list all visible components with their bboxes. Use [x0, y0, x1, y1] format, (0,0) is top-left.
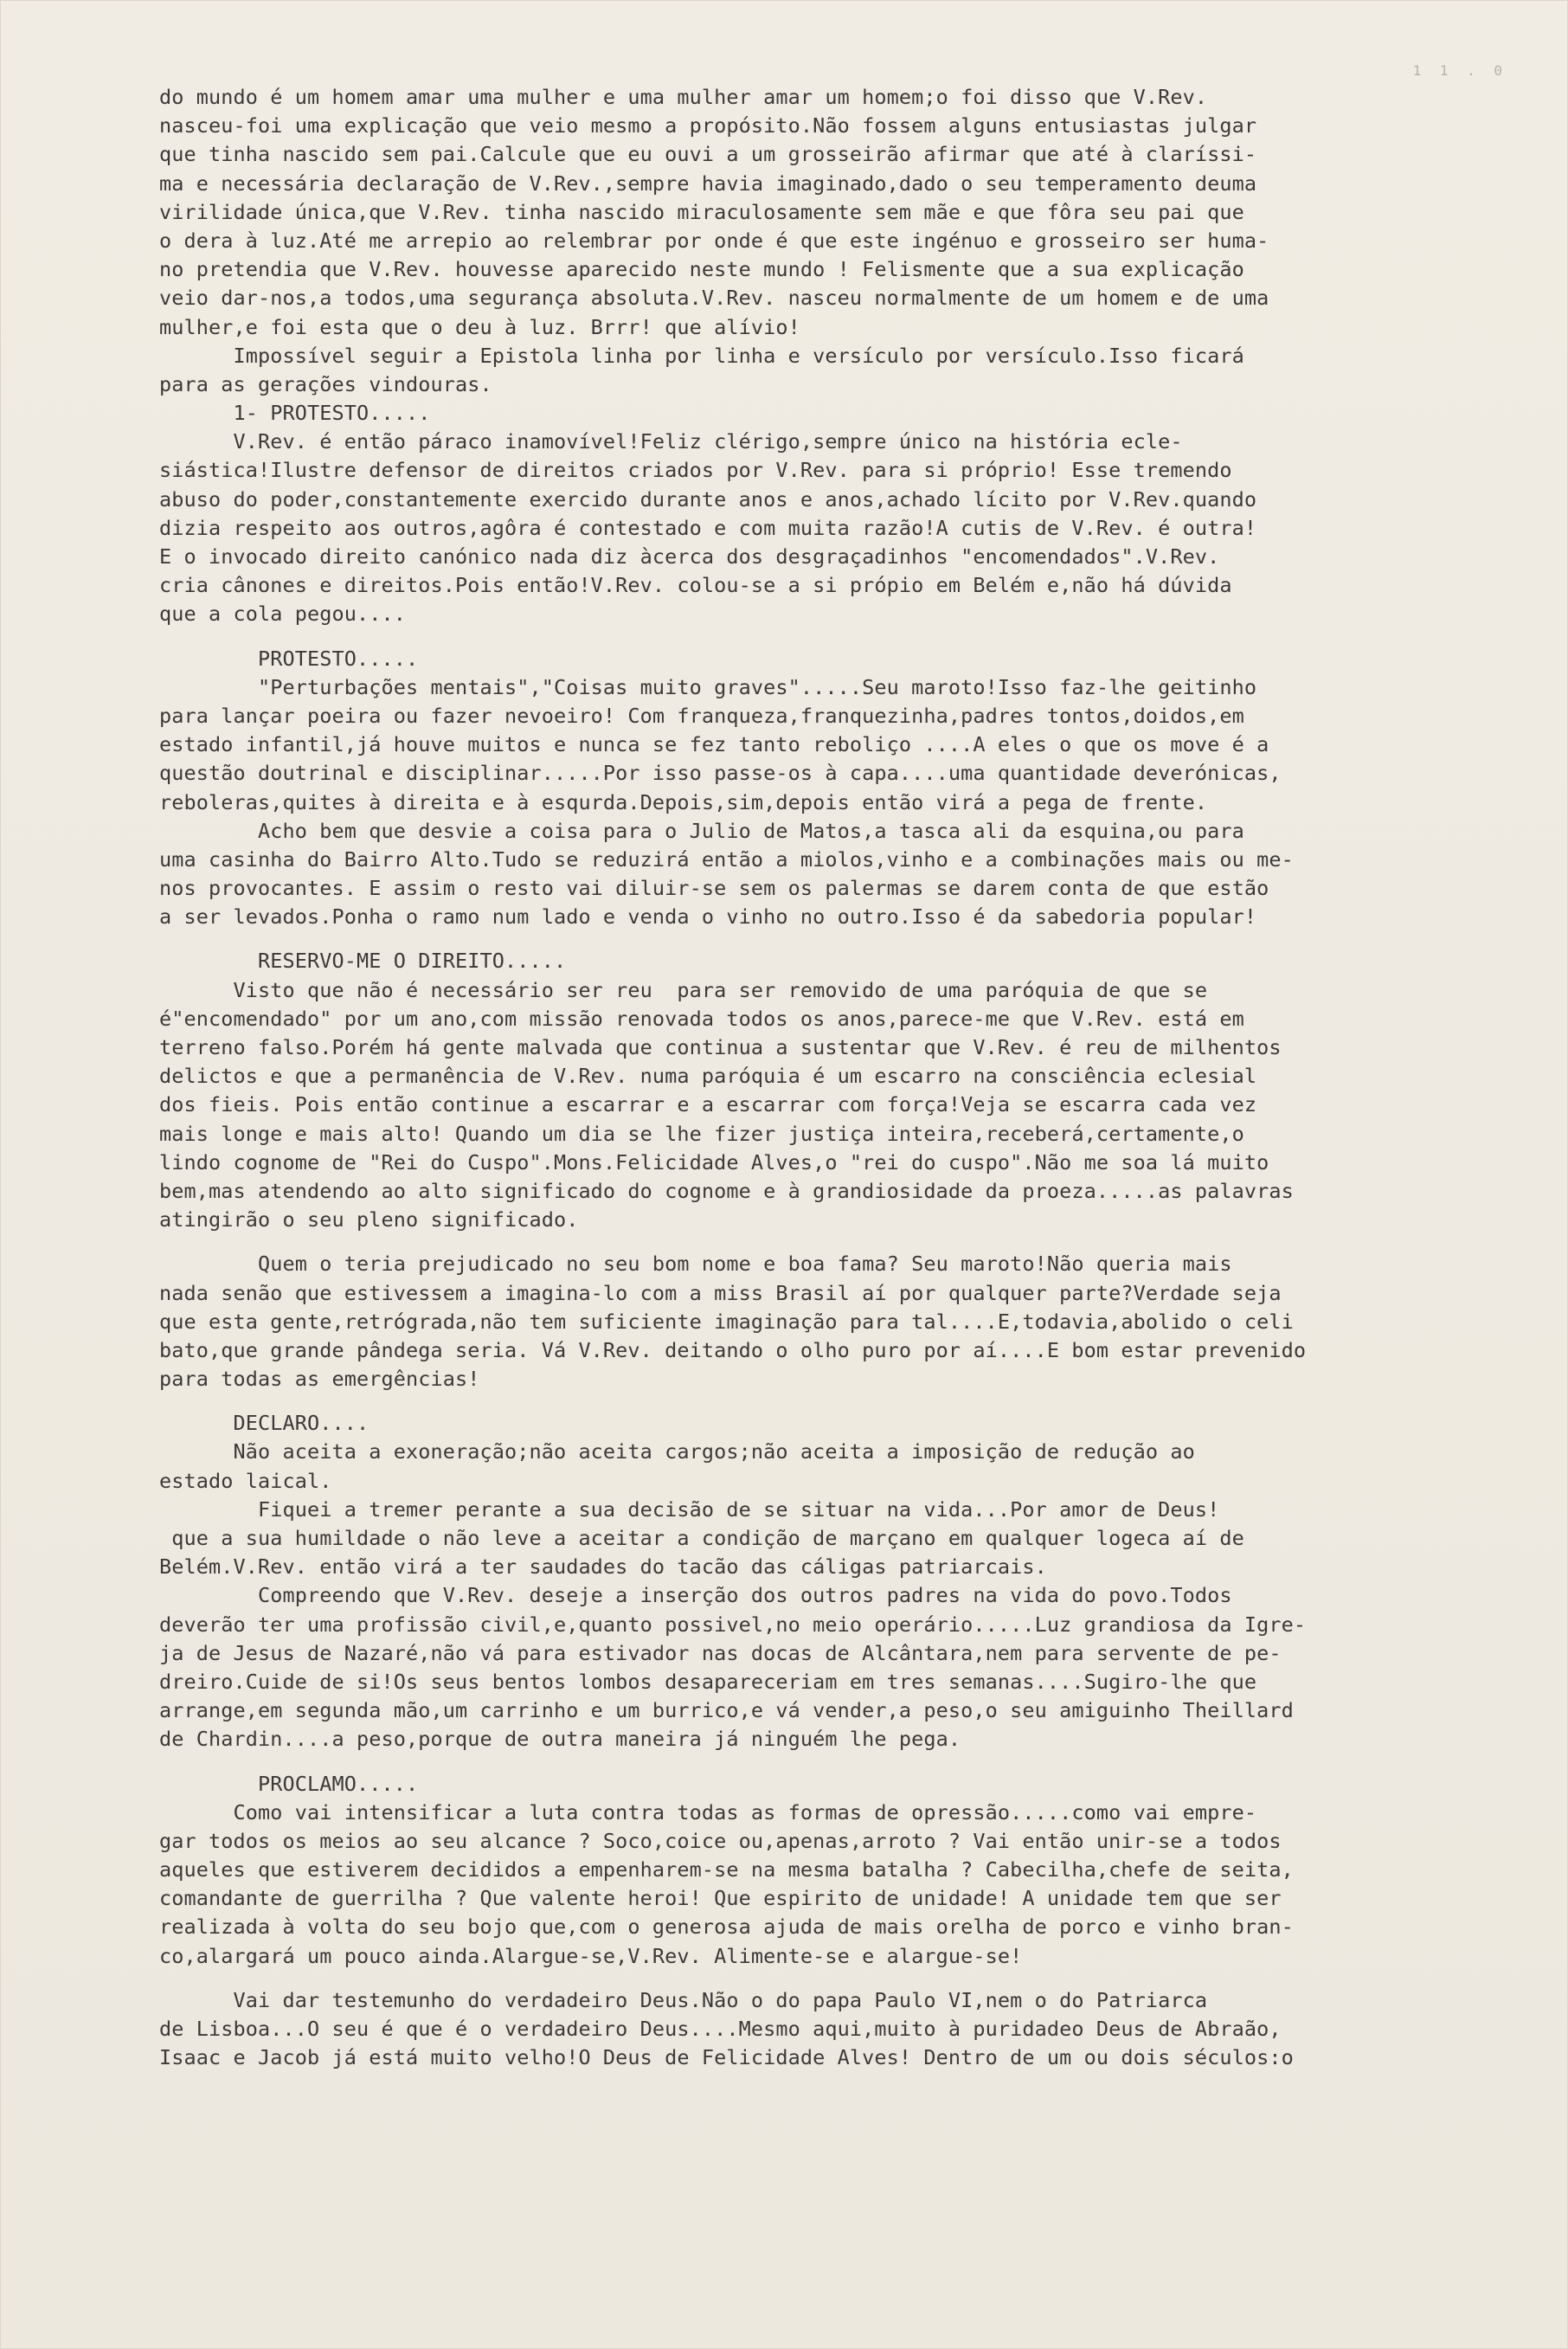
text-line: E o invocado direito canónico nada diz àcerca dos desgraçadinhos "encomendados".V.Rev. [159, 544, 1220, 569]
text-line: mulher,e foi esta que o deu à luz. Brrr! que alívio! [159, 314, 800, 339]
text-line: delictos e que a permanência de V.Rev. numa paróquia é um escarro na consciência eclesial [159, 1064, 1257, 1089]
text-line: nada senão que estivessem a imagina-lo com a miss Brasil aí por qualquer parte?Verdade seja [159, 1280, 1282, 1305]
text-line: Quem o teria prejudicado no seu bom nome e boa fama? Seu maroto!Não queria mais [159, 1252, 1232, 1277]
text-line: que a sua humildade o não leve a aceitar a condição de marçano em qualquer logeca aí de [159, 1526, 1244, 1550]
text-line: abuso do poder,constantemente exercido durante anos e anos,achado lícito por V.Rev.quando [159, 486, 1257, 512]
text-line: que tinha nascido sem pai.Calcule que eu ouvi a um grosseirão afirmar que até à claríssi- [159, 142, 1257, 167]
text-line: RESERVO-ME O DIREITO..... [159, 949, 567, 974]
text-line: comandante de guerrilha ? Que valente heroi! Que espirito de unidade! A unidade tem que ser [159, 1886, 1282, 1911]
text-line: realizada à volta do seu bojo que,com o generosa ajuda de mais orelha de porco e vinho bran- [159, 1915, 1294, 1940]
text-line: Compreendo que V.Rev. deseje a inserção dos outros padres na vida do povo.Todos [159, 1583, 1232, 1608]
text-line: arrange,em segunda mão,um carrinho e um burrico,e vá vender,a peso,o seu amiguinho Theillard [159, 1698, 1294, 1723]
text-line: bato,que grande pândega seria. Vá V.Rev. deitando o olho puro por aí....E bom estar prevenido [159, 1337, 1307, 1362]
text-line: 1- PROTESTO..... [159, 401, 431, 426]
text-line: estado laical. [159, 1468, 332, 1493]
text-line: do mundo é um homem amar uma mulher e uma mulher amar um homem;o foi disso que V.Rev. [159, 85, 1208, 109]
blank-line [159, 629, 1431, 645]
text-line: siástica!Ilustre defensor de direitos criados por V.Rev. para si próprio! Esse tremendo [159, 458, 1232, 483]
text-line: para lançar poeira ou fazer nevoeiro! Com franqueza,franquezinha,padres tontos,doidos,em [159, 703, 1244, 728]
text-line: mais longe e mais alto! Quando um dia se lhe fizer justiça inteira,receberá,certamente,o [159, 1121, 1244, 1146]
text-line: DECLARO.... [159, 1411, 370, 1436]
text-line: dreiro.Cuide de si!Os seus bentos lombos desapareceriam em tres semanas....Sugiro-lhe que [159, 1669, 1257, 1694]
text-line: Vai dar testemunho do verdadeiro Deus.Não o do papa Paulo VI,nem o do Patriarca [159, 1987, 1208, 2012]
text-line: nasceu-foi uma explicação que veio mesmo a propósito.Não fossem alguns entusiastas julgar [159, 113, 1257, 138]
text-line: questão doutrinal e disciplinar.....Por isso passe-os à capa....uma quantidade deverónicas, [159, 761, 1282, 786]
text-line: aqueles que estiverem decididos a empenharem-se na mesma batalha ? Cabecilha,chefe de seita, [159, 1857, 1294, 1882]
text-line: a ser levados.Ponha o ramo num lado e venda o vinho no outro.Isso é da sabedoria popular! [159, 904, 1257, 930]
text-line: ja de Jesus de Nazaré,não vá para estivador nas docas de Alcântara,nem para servente de pe- [159, 1640, 1282, 1665]
text-line: para as gerações vindouras. [159, 371, 492, 396]
text-line: PROTESTO..... [159, 646, 419, 671]
typewritten-text [159, 83, 1431, 2072]
text-line: estado infantil,já houve muitos e nunca se fez tanto reboliço ....A eles o que os move é a [159, 732, 1269, 757]
text-line: bem,mas atendendo ao alto significado do cognome e à grandiosidade da proeza.....as palavras [159, 1178, 1294, 1203]
text-line: o dera à luz.Até me arrepio ao relembrar por onde é que este ingénuo e grosseiro ser huma- [159, 228, 1269, 253]
text-line: Não aceita a exoneração;não aceita cargos;não aceita a imposição de redução ao [159, 1439, 1195, 1464]
text-line: Acho bem que desvie a coisa para o Julio de Matos,a tasca ali da esquina,ou para [159, 818, 1244, 843]
text-line: V.Rev. é então páraco inamovível!Feliz clérigo,sempre único na história ecle- [159, 429, 1183, 454]
text-line: Fiquei a tremer perante a sua decisão de se situar na vida...Por amor de Deus! [159, 1496, 1220, 1522]
text-line: PROCLAMO..... [159, 1771, 419, 1796]
text-line: dizia respeito aos outros,agôra é contestado e com muita razão!A cutis de V.Rev. é outra! [159, 515, 1257, 540]
blank-line [159, 1234, 1431, 1250]
text-line: que esta gente,retrógrada,não tem suficiente imaginação para tal....E,todavia,abolido o celi [159, 1309, 1294, 1334]
text-line: para todas as emergências! [159, 1367, 480, 1392]
text-line: nos provocantes. E assim o resto vai diluir-se sem os palermas se darem conta de que estão [159, 876, 1269, 901]
text-line: lindo cognome de "Rei do Cuspo".Mons.Felicidade Alves,o "rei do cuspo".Não me soa lá muito [159, 1149, 1269, 1174]
text-line: virilidade única,que V.Rev. tinha nascido miraculosamente sem mãe e que fôra seu pai que [159, 199, 1244, 224]
text-line: terreno falso.Porém há gente malvada que continua a sustentar que V.Rev. é reu de milhentos [159, 1035, 1282, 1059]
text-line: reboleras,quites à direita e à esqurda.Depois,sim,depois então virá a pega de frente. [159, 789, 1208, 814]
text-line: veio dar-nos,a todos,uma segurança absoluta.V.Rev. nasceu normalmente de um homem e de uma [159, 286, 1269, 311]
blank-line [159, 1971, 1431, 1986]
text-line: atingirão o seu pleno significado. [159, 1207, 579, 1232]
blank-line [159, 931, 1431, 947]
text-line: co,alargará um pouco ainda.Alargue-se,V.Rev. Alimente-se e alargue-se! [159, 1943, 1023, 1968]
text-line: de Chardin....a peso,porque de outra maneira já ninguém lhe pega. [159, 1727, 961, 1752]
page-mark: 1 1 . 0 [1412, 62, 1507, 79]
text-line: no pretendia que V.Rev. houvesse aparecido neste mundo ! Felismente que a sua explicação [159, 257, 1244, 282]
text-line: de Lisboa...O seu é que é o verdadeiro Deus....Mesmo aqui,muito à puridadeo Deus de Abraão, [159, 2017, 1282, 2041]
text-line: dos fieis. Pois então continue a escarrar e a escarrar com força!Veja se escarra cada vez [159, 1092, 1257, 1117]
text-line: deverão ter uma profissão civil,e,quanto possivel,no meio operário.....Luz grandiosa da Igre- [159, 1612, 1307, 1637]
blank-line [159, 1754, 1431, 1770]
text-line: Belém.V.Rev. então virá a ter saudades do tacão das cáligas patriarcais. [159, 1554, 1047, 1580]
text-line: Visto que não é necessário ser reu para ser removido de uma paróquia de que se [159, 977, 1208, 1002]
text-line: gar todos os meios ao seu alcance ? Soco,coice ou,apenas,arroto ? Vai então unir-se a todos [159, 1828, 1282, 1853]
text-line: cria cânones e direitos.Pois então!V.Rev. colou-se a si própio em Belém e,não há dúvida [159, 573, 1232, 598]
text-line: "Perturbações mentais","Coisas muito graves".....Seu maroto!Isso faz-lhe geitinho [159, 674, 1257, 699]
blank-line [159, 1393, 1431, 1409]
text-line: uma casinha do Bairro Alto.Tudo se reduzirá então a miolos,vinho e a combinações mais ou me- [159, 846, 1294, 872]
text-line: Isaac e Jacob já está muito velho!O Deus de Felicidade Alves! Dentro de um ou dois séculos:o [159, 2045, 1294, 2070]
text-line: Como vai intensificar a luta contra todas as formas de opressão.....como vai empre- [159, 1799, 1257, 1824]
text-line: Impossível seguir a Epistola linha por linha e versículo por versículo.Isso ficará [159, 343, 1244, 368]
text-line: é"encomendado" por um ano,com missão renovada todos os anos,parece-me que V.Rev. está em [159, 1006, 1244, 1031]
text-line: ma e necessária declaração de V.Rev.,sempre havia imaginado,dado o seu temperamento deuma [159, 171, 1257, 196]
text-line: que a cola pegou.... [159, 602, 406, 627]
